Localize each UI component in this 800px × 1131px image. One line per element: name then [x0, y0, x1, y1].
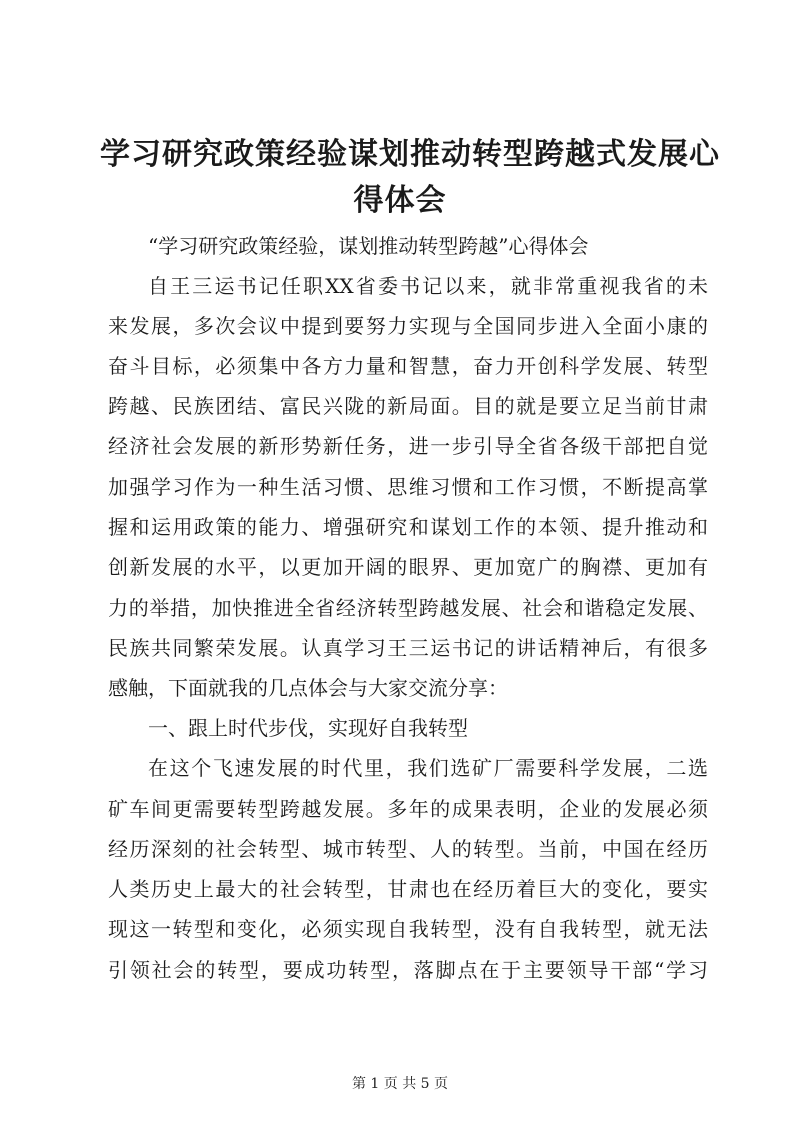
paragraph1-line: 民族共同繁荣发展。认真学习王三运书记的讲话精神后，有很多 [108, 636, 708, 660]
paragraph2-line: 矿车间更需要转型跨越发展。多年的成果表明，企业的发展必须 [108, 797, 708, 821]
paragraph1-line: 握和运用政策的能力、增强研究和谋划工作的本领、提升推动和 [108, 515, 708, 539]
section-heading: 一、跟上时代步伐，实现好自我转型 [148, 716, 468, 740]
page-number-footer: 第 1 页 共 5 页 [351, 1076, 449, 1092]
paragraph1-line: 跨越、民族团结、富民兴陇的新局面。目的就是要立足当前甘肃 [108, 394, 708, 418]
paragraph1-line: 创新发展的水平，以更加开阔的眼界、更加宽广的胸襟、更加有 [108, 555, 708, 579]
paragraph1-line: 自王三运书记任职XX省委书记以来，就非常重视我省的未 [148, 274, 708, 298]
paragraph2-line: 经历深刻的社会转型、城市转型、人的转型。当前，中国在经历 [108, 837, 708, 861]
document-title-line2: 得体会 [353, 183, 447, 218]
paragraph1-line: 经济社会发展的新形势新任务，进一步引导全省各级干部把自觉 [108, 434, 708, 458]
paragraph2-line: 人类历史上最大的社会转型，甘肃也在经历着巨大的变化，要实 [108, 877, 708, 901]
paragraph1-line: 加强学习作为一种生活习惯、思维习惯和工作习惯，不断提高掌 [108, 475, 708, 499]
paragraph1-line: 力的举措，加快推进全省经济转型跨越发展、社会和谐稳定发展、 [108, 596, 708, 620]
paragraph2-line: 引领社会的转型，要成功转型，落脚点在于主要领导干部“学习 [108, 958, 708, 982]
paragraph1-line: 感触，下面就我的几点体会与大家交流分享： [108, 676, 508, 700]
document-title-line1: 学习研究政策经验谋划推动转型跨越式发展心 [100, 137, 720, 172]
paragraph2-line: 在这个飞速发展的时代里，我们选矿厂需要科学发展，二选 [148, 756, 708, 780]
paragraph1-line: 奋斗目标，必须集中各方力量和智慧，奋力开创科学发展、转型 [108, 354, 708, 378]
paragraph2-line: 现这一转型和变化，必须实现自我转型，没有自我转型，就无法 [108, 917, 708, 941]
paragraph1-line: 来发展，多次会议中提到要努力实现与全国同步进入全面小康的 [108, 314, 708, 338]
document-subtitle: “学习研究政策经验，谋划推动转型跨越”心得体会 [148, 234, 589, 258]
